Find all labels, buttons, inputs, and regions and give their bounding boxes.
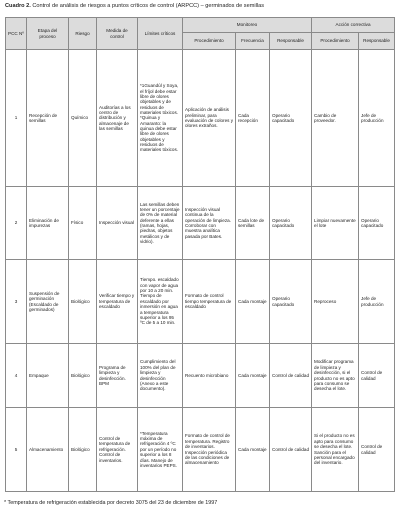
cell-frecuencia: Cada recepción [236, 50, 270, 187]
cell-mon-responsable: Control de calidad [270, 344, 312, 408]
cell-etapa: Empaque [27, 344, 69, 408]
footnote: * Temperatura de refrigeración establecida por decreto 3075 del 23 de diciembre de 1997 [4, 500, 218, 506]
header-limites: Límites críticos [138, 18, 183, 50]
header-riesgo: Riesgo [69, 18, 97, 50]
arpcc-table [5, 17, 395, 492]
cell-mon-responsable: Operario capacitado [270, 50, 312, 187]
cell-acc-procedimiento: Si el producto no es apto para consumo se desecha el lote. Sanción para el personal encargado del inventario. [312, 408, 359, 492]
cell-riesgo: Químico [69, 50, 97, 187]
cell-limites: Las semillas deben tener un porcentaje de 0% de material deferente a ellas (ramas, hojas, piedras, objetos metálicos y de vidrio). [138, 187, 183, 260]
cell-acc-procedimiento: Cambio de proveedor. [312, 50, 359, 187]
cell-acc-responsable: Jefe de producción [359, 260, 395, 344]
header-mon-frecuencia: Frecuencia [236, 33, 270, 50]
header-monitoreo: Monitoreo [183, 18, 312, 33]
cell-acc-procedimiento: Reproceso [312, 260, 359, 344]
table-row [6, 187, 395, 260]
header-accion: Acción correctiva [312, 18, 395, 33]
cell-riesgo: Biológico [69, 344, 97, 408]
cell-medida: Control de temperatura de refrigeración. Control de inventarios. [97, 408, 138, 492]
cell-pcc: 2 [6, 187, 27, 260]
cell-mon-procedimiento: Formato de control tiempo temperatura de escaldado [183, 260, 236, 344]
cell-pcc: 5 [6, 408, 27, 492]
cell-frecuencia: Cada montaje [236, 260, 270, 344]
cell-limites: Cumplimiento del 100% del plan de limpieza y desinfección (Anexo a este documento). [138, 344, 183, 408]
cell-acc-responsable: Operario capacitado [359, 187, 395, 260]
table-row [6, 408, 395, 492]
table-body [6, 50, 395, 492]
caption-label: Cuadro 2. [5, 3, 31, 9]
cell-mon-procedimiento: Aplicación de análisis preliminar, para evaluación de colores y olores extraños. [183, 50, 236, 187]
cell-riesgo: Biológico [69, 260, 97, 344]
cell-medida: Verificar tiempo y temperatura de escaldado [97, 260, 138, 344]
cell-frecuencia: Cada montaje [236, 344, 270, 408]
cell-acc-responsable: Control de calidad [359, 408, 395, 492]
cell-mon-procedimiento: Inspección visual continua de la operación de limpieza. Corroborar con muestra analítica pasada por Bates. [183, 187, 236, 260]
cell-etapa: Eliminación de impurezas [27, 187, 69, 260]
cell-acc-procedimiento: Limpiar nuevamente el lote [312, 187, 359, 260]
cell-mon-responsable: Operario capacitado [270, 187, 312, 260]
cell-acc-responsable: Jefe de producción [359, 50, 395, 187]
table-header [6, 18, 395, 50]
cell-pcc: 3 [6, 260, 27, 344]
cell-medida: Inspección visual [97, 187, 138, 260]
cell-riesgo: Físico [69, 187, 97, 260]
cell-medida: Auditorías a los centro de distribución y almacenaje de las semillas [97, 50, 138, 187]
cell-acc-responsable: Control de calidad [359, 344, 395, 408]
cell-riesgo: Biológico [69, 408, 97, 492]
cell-etapa: Suspensión de germinación (Escaldado de germinados) [27, 260, 69, 344]
header-pcc: PCC Nº [6, 18, 27, 50]
cell-pcc: 4 [6, 344, 27, 408]
table-row [6, 50, 395, 187]
cell-etapa: Almacenamiento [27, 408, 69, 492]
cell-mon-responsable: Operario capacitado [270, 260, 312, 344]
cell-medida: Programa de limpieza y desinfección. BPM [97, 344, 138, 408]
header-mon-responsable: Responsable [270, 33, 312, 50]
cell-mon-procedimiento: Recuento microbiano [183, 344, 236, 408]
cell-limites: *1Guandúl y Soya, el fríjol debe estar libre de olores objetables y de residuos de materiales tóxicos. *Quinua y Amaranto: la quinua debe estar libre de olores objetables y residuos de materiales tóxicos. [138, 50, 183, 187]
cell-pcc: 1 [6, 50, 27, 187]
cell-mon-procedimiento: Formato de control de temperatura. Registro de inventarios. Inspección periódica de las condiciones de almacenamiento [183, 408, 236, 492]
cell-acc-procedimiento: Modificar programa de limpieza y desinfección, si el producto no es apto para consumo se desecha el lote. [312, 344, 359, 408]
table-row [6, 344, 395, 408]
cell-limites: Tiempo. escaldado con vapor de agua por 10 a 20 min. Tiempo de escaldado por inmersión en agua a temperatura superior a los 95 ºC de 5 a 10 min. [138, 260, 183, 344]
caption-text: Control de análisis de riesgos a puntos críticos de control (ARPCC) – germinados de semillas [30, 3, 264, 9]
header-etapa: Etapa del proceso [27, 18, 69, 50]
cell-frecuencia: Cada montaje [236, 408, 270, 492]
table-caption [5, 3, 264, 10]
cell-limites: *Temperatura máxima de refrigeración 4 ºC por un período no superior a los 8 días. Manejo de inventarios PEPS. [138, 408, 183, 492]
cell-etapa: Recepción de semillas [27, 50, 69, 187]
header-mon-procedimiento: Procedimiento [183, 33, 236, 50]
table-row [6, 260, 395, 344]
cell-frecuencia: Cada lote de semillas [236, 187, 270, 260]
header-acc-responsable: Responsable [359, 33, 395, 50]
header-medida: Medida de control [97, 18, 138, 50]
header-acc-procedimiento: Procedimiento [312, 33, 359, 50]
cell-mon-responsable: Control de calidad [270, 408, 312, 492]
